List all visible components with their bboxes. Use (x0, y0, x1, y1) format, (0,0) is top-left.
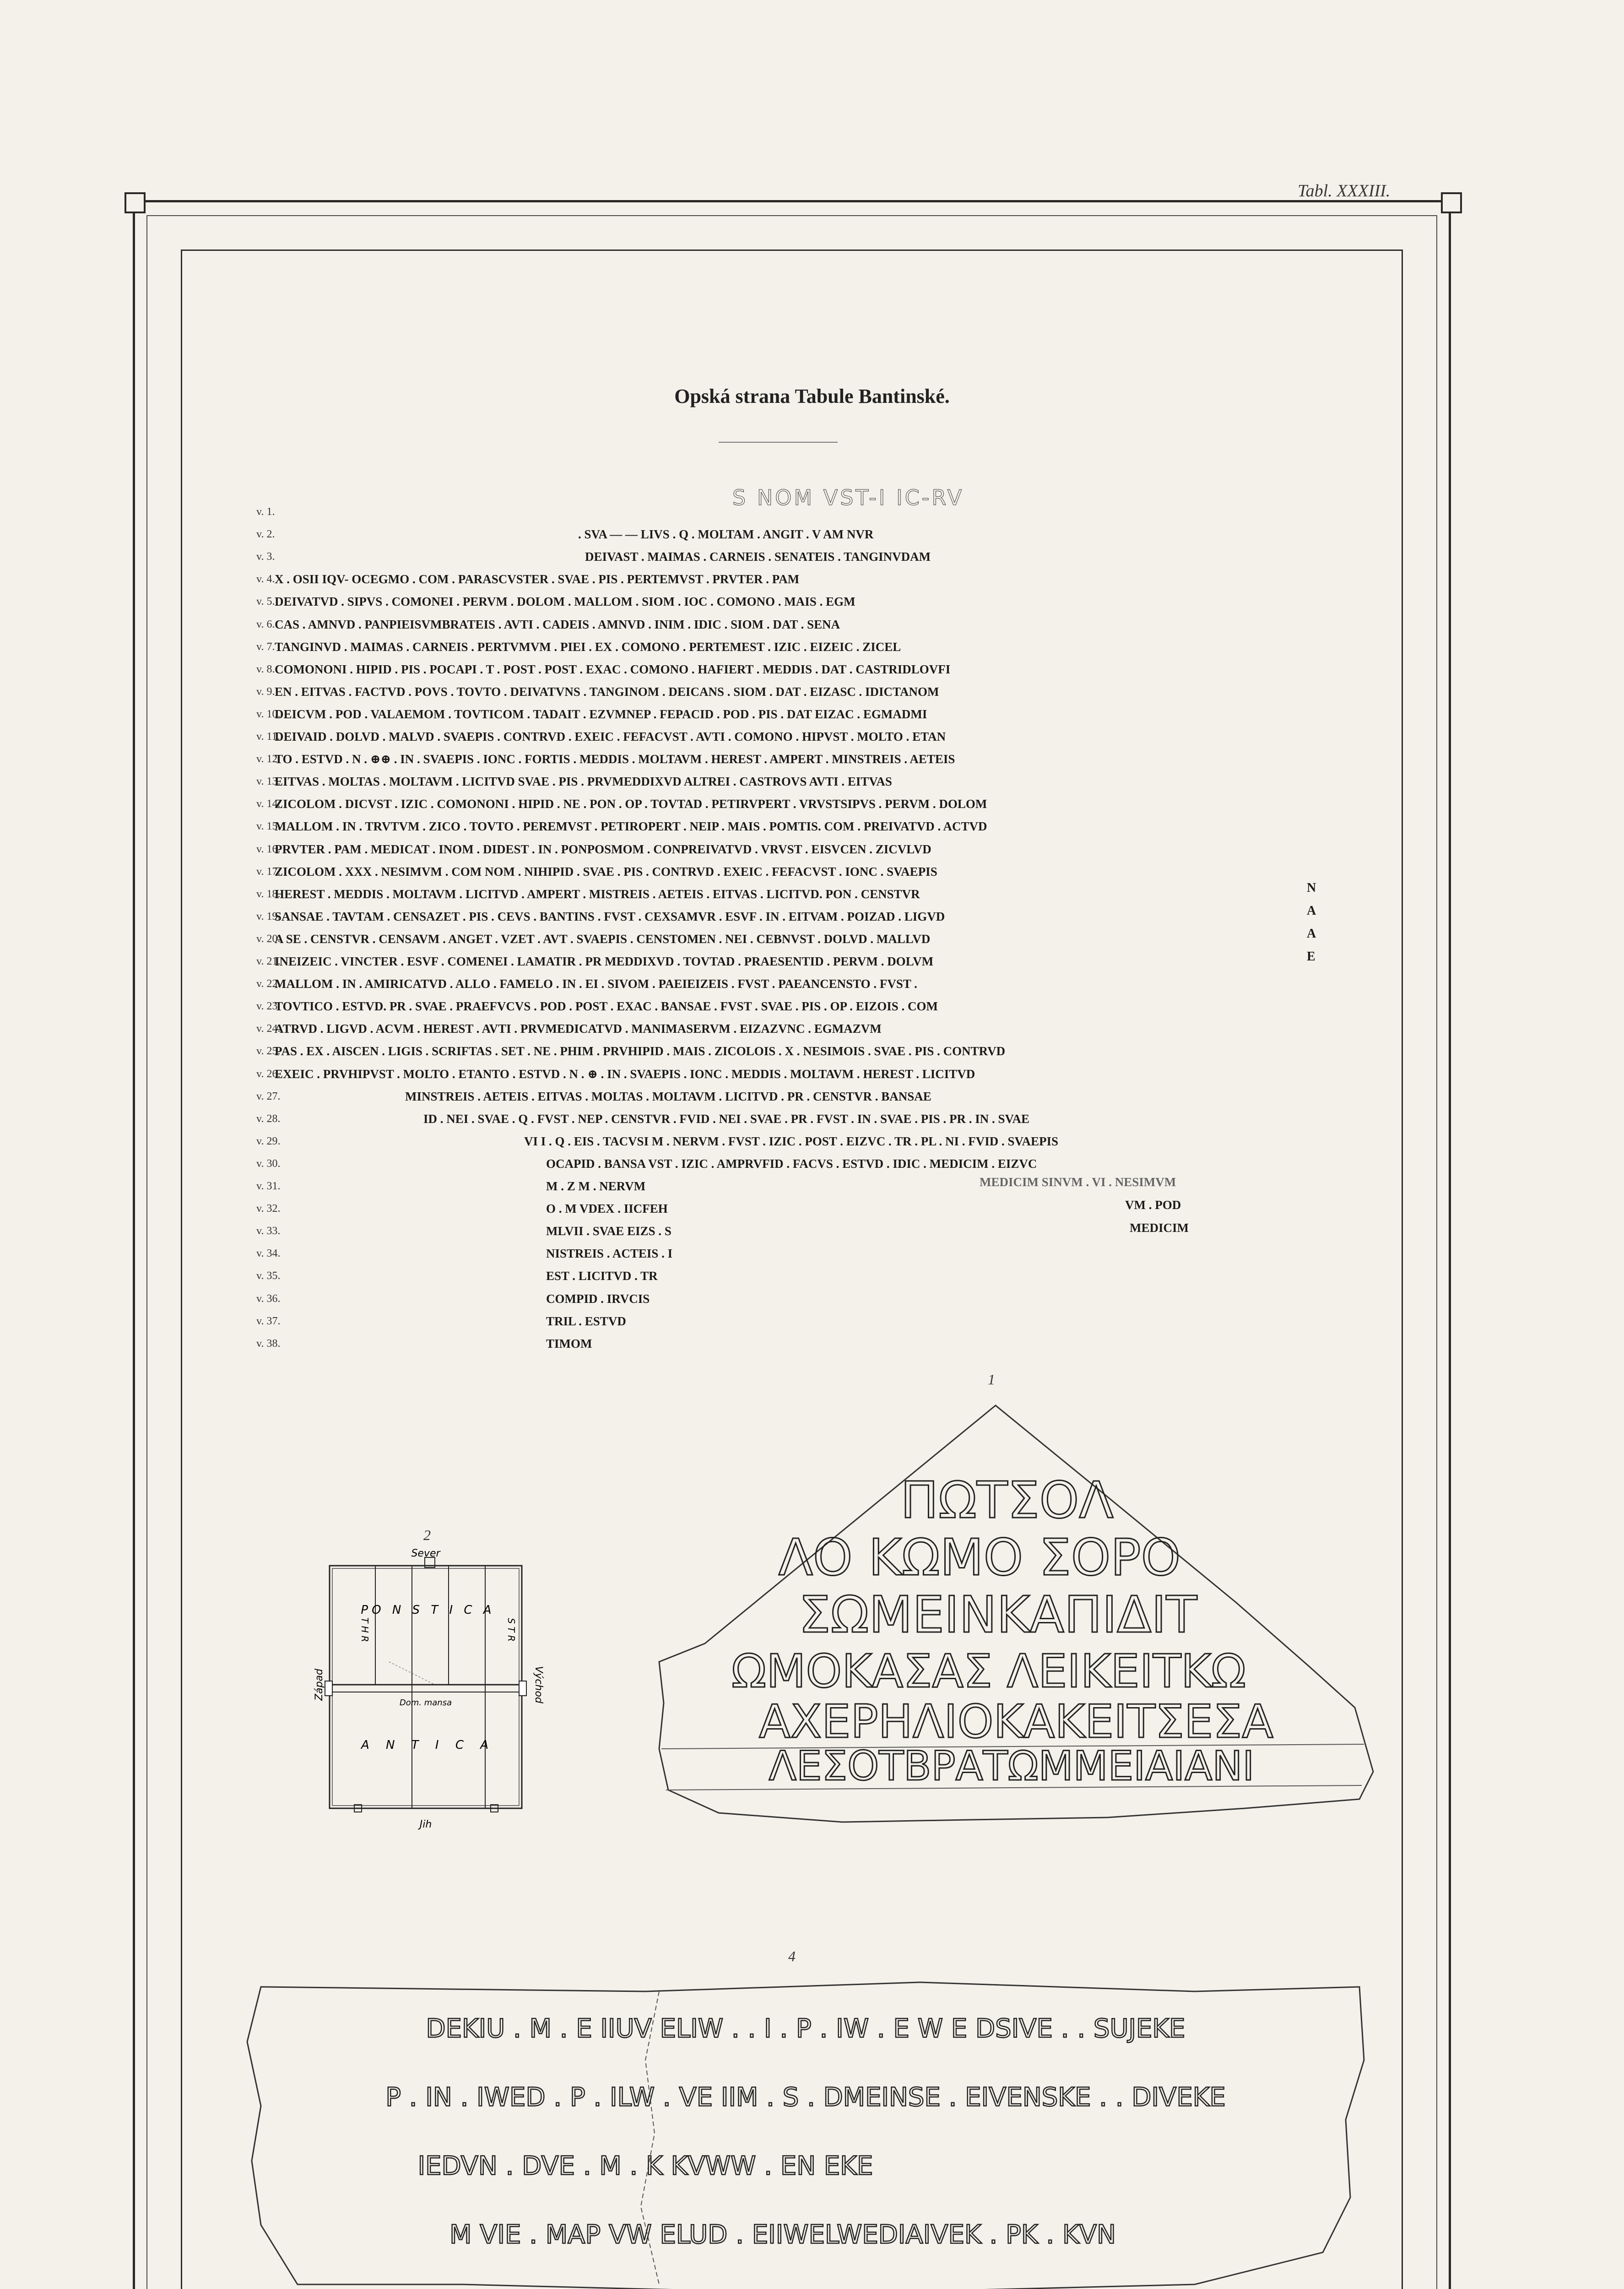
greek-line: ΣΩΜΕΙΝΚΑΠΙΔΙΤ (798, 1585, 1197, 1644)
verse-number: v. 2. (256, 528, 275, 541)
plan-left-letters: T H R (359, 1617, 370, 1642)
inscription-line: SANSAE . TAVTAM . CENSAZET . PIS . CEVS . BANTINS . FVST . CEXSAMVR . ESVF . IN . EITVAM . POIZAD . LIGVD (275, 909, 945, 923)
inscription-line: ATRVD . LIGVD . ACVM . HEREST . AVTI . PRVMEDICATVD . MANIMASERVM . EIZAZVNC . EGMAZVM (275, 1022, 882, 1036)
verse-number: v. 37. (256, 1315, 281, 1327)
verse-number: v. 22. (256, 978, 281, 990)
figure-1-number: 1 (988, 1371, 995, 1388)
inscription-line: CAS . AMNVD . PANPIEISVMBRATEIS . AVTI . CADEIS . AMNVD . INIM . IDIC . SIOM . DAT . SENA (275, 617, 840, 631)
verse-number: v. 18. (256, 888, 281, 900)
verse-number: v. 13. (256, 776, 281, 788)
verse-number: v. 6. (256, 618, 275, 630)
tablet-header: S NOM VST-I IC-RV (732, 485, 964, 510)
verse-number: v. 23. (256, 1000, 281, 1013)
plan-west: Západ (314, 1669, 325, 1701)
inscription-line: PAS . EX . AISCEN . LIGIS . SCRIFTAS . SET . NE . PHIM . PRVHIPID . MAIS . ZICOLOIS . X . NESIMOIS . SVAE . PIS . CONTRVD (275, 1044, 1006, 1058)
verse-number: v. 24. (256, 1023, 281, 1035)
verse-number: v. 9. (256, 685, 275, 698)
oscan-line: M VIE . MAP VW ELUD . EIIWELWEDIAIVEK . PK . KVN (449, 2220, 1116, 2250)
inscription-line: EXEIC . PRVHIPVST . MOLTO . ETANTO . ESTVD . N . ⊕ . IN . SVAEPIS . IONC . MEDDIS . MOLTAVM . HEREST . LICITVD (275, 1067, 975, 1081)
plate-number: Tabl. XXXIII. (1298, 181, 1391, 201)
greek-line: ΛΕΣΟΤΒΡΑΤΩΜΜΕΙΑΙΑΝΙ (769, 1742, 1255, 1790)
inscription-line: ZICOLOM . DICVST . IZIC . COMONONI . HIPID . NE . PON . OP . TOVTAD . PETIRVPERT . VRVSTSIPVS . PERVM . DOLOM (275, 797, 987, 811)
margin-letter: E (1307, 949, 1315, 964)
inscription-line: INEIZEIC . VINCTER . ESVF . COMENEI . LAMATIR . PR MEDDIXVD . TOVTAD . PRAESENTID . PERVM . DOLVM (275, 955, 934, 968)
verse-number: v. 32. (256, 1203, 281, 1215)
verse-number: v. 12. (256, 753, 281, 765)
greek-line: ΠΩΤΣΟΛ (900, 1471, 1114, 1530)
verse-number: v. 38. (256, 1337, 281, 1350)
verse-number: v. 7. (256, 640, 275, 653)
inscription-line: COMPID . IRVCIS (546, 1291, 650, 1306)
inscription-line: EITVAS . MOLTAS . MOLTAVM . LICITVD SVAE . PIS . PRVMEDDIXVD ALTREI . CASTROVS AVTI . EITVAS (275, 775, 892, 789)
verse-number: v. 31. (256, 1180, 281, 1192)
inscription-line: MINSTREIS . AETEIS . EITVAS . MOLTAS . MOLTAVM . LICITVD . PR . CENSTVR . BANSAE (405, 1089, 931, 1103)
inscription-line: DEIVAID . DOLVD . MALVD . SVAEPIS . CONTRVD . EXEIC . FEFACVST . AVTI . COMONO . HIPVST . MOLTO . ETAN (275, 730, 946, 743)
verse-number: v. 25. (256, 1045, 281, 1058)
plan-right-letters: S T R (506, 1618, 517, 1642)
verse-number: v. 11. (256, 731, 280, 743)
inscription-line: TIMOM (546, 1336, 592, 1351)
inscription-line: DEICVM . POD . VALAEMOM . TOVTICOM . TADAIT . EZVMNEP . FEPACID . POD . PIS . DAT EIZAC . EGMADMI (275, 707, 927, 721)
figure-4-number: 4 (788, 1948, 796, 1964)
plan-street: Dom. mansa (399, 1698, 452, 1708)
figure-2-number: 2 (423, 1527, 431, 1543)
verse-number: v. 28. (256, 1112, 281, 1125)
verse-number: v. 33. (256, 1225, 281, 1237)
verse-number: v. 20. (256, 933, 281, 945)
verse-number: v. 19. (256, 910, 281, 922)
verse-number: v. 36. (256, 1292, 281, 1305)
inscription-line: NISTREIS . ACTEIS . I (546, 1247, 673, 1261)
oscan-line: IEDVN . DVE . M . K KVWW . EN EKE (417, 2151, 873, 2181)
verse-number: v. 17. (256, 865, 281, 878)
verse-number: v. 14. (256, 798, 281, 810)
plan-east: Východ (533, 1666, 544, 1703)
verse-number: v. 1. (256, 506, 275, 518)
verse-number: v. 5. (256, 596, 275, 608)
verse-number: v. 29. (256, 1135, 281, 1147)
greek-line: ΩΜΟΚΑΣΑΣ ΛΕΙΚΕΙΤΚΩ (731, 1644, 1246, 1698)
inscription-line: DEIVATVD . SIPVS . COMONEI . PERVM . DOLOM . MALLOM . SIOM . IOC . COMONO . MAIS . EGM (275, 595, 855, 609)
verse-number: v. 26. (256, 1068, 281, 1080)
inscription-line: M . Z M . NERVM (546, 1179, 646, 1193)
margin-letter: A (1307, 904, 1316, 918)
inscription-line: MALLOM . IN . AMIRICATVD . ALLO . FAMELO . IN . EI . SIVOM . PAEIEIZEIS . FVST . PAEANCENSTO . FVST . (275, 977, 917, 991)
right-fragment: VM . POD (1125, 1198, 1181, 1212)
verse-number: v. 34. (256, 1248, 281, 1260)
figure-4-oscan-inscription (233, 1969, 1391, 2289)
inscription-line: O . M VDEX . IICFEH (546, 1202, 668, 1216)
inscription-line: HEREST . MEDDIS . MOLTAVM . LICITVD . AMPERT . MISTREIS . AETEIS . EITVAS . LICITVD. PON . CENSTVR (275, 887, 920, 901)
oscan-line: DEKIU . M . E IIUV ELIW . . I . P . IW . E W E DSIVE . . SUJEKE (426, 2014, 1186, 2044)
plan-lower: A N T I C A (361, 1738, 495, 1752)
verse-number: v. 21. (256, 955, 281, 967)
verse-number: v. 35. (256, 1270, 281, 1282)
inscription-line: MLVII . SVAE EIZS . S (546, 1224, 671, 1238)
verse-number: v. 10. (256, 708, 281, 720)
margin-letter: N (1307, 881, 1316, 895)
inscription-line: A SE . CENSTVR . CENSAVM . ANGET . VZET . AVT . SVAEPIS . CENSTOMEN . NEI . CEBNVST . DOLVD . MALLVD (275, 932, 931, 946)
oscan-line: P . IN . IWED . P . ILW . VE IIM . S . DMEINSE . EIVENSKE . . DIVEKE (385, 2083, 1226, 2112)
inscription-line: DEIVAST . MAIMAS . CARNEIS . SENATEIS . TANGINVDAM (585, 550, 931, 564)
right-fragment: MEDICIM (1130, 1221, 1189, 1235)
inscription-line: ZICOLOM . XXX . NESIMVM . COM NOM . NIHIPID . SVAE . PIS . CONTRVD . EXEIC . FEFACVST . IONC . SVAEPIS (275, 864, 937, 879)
frame-corner-top-left (125, 192, 146, 213)
inscription-line: VI I . Q . EIS . TACVSI M . NERVM . FVST . IZIC . POST . EIZVC . TR . PL . NI . FVID . SVAEPIS (524, 1134, 1059, 1148)
inscription-line: TOVTICO . ESTVD. PR . SVAE . PRAEFVCVS . POD . POST . EXAC . BANSAE . FVST . SVAE . PIS . OP . EIZOIS . COM (275, 999, 938, 1014)
verse-number: v. 8. (256, 663, 275, 675)
inscription-line: PRVTER . PAM . MEDICAT . INOM . DIDEST . IN . PONPOSMOM . CONPREIVATVD . VRVST . EISVCEN . ZICVLVD (275, 842, 931, 856)
plan-upper: PO N S T I C A (361, 1603, 495, 1617)
plan-south: Jih (419, 1819, 432, 1830)
page-title: Opská strana Tabule Bantinské. (674, 385, 950, 407)
verse-number: v. 27. (256, 1090, 281, 1102)
verse-number: v. 16. (256, 843, 281, 855)
greek-line: ΛΟ ΚΩΜΟ ΣΟΡΟ (778, 1528, 1181, 1587)
margin-letter: A (1307, 927, 1316, 941)
inscription-line: MALLOM . IN . TRVTVM . ZICO . TOVTO . PEREMVST . PETIROPERT . NEIP . MAIS . POMTIS. COM . PREIVATVD . ACTVD (275, 819, 987, 834)
inscription-line: TO . ESTVD . N . ⊕⊕ . IN . SVAEPIS . IONC . FORTIS . MEDDIS . MOLTAVM . HEREST . AMPERT . MINSTREIS . AETEIS (275, 752, 955, 766)
inscription-line: . SVA — — LIVS . Q . MOLTAM . ANGIT . V AM NVR (578, 527, 874, 542)
inscription-line: TRIL . ESTVD (546, 1314, 626, 1328)
title-rule (719, 442, 838, 443)
verse-number: v. 3. (256, 551, 275, 563)
inscription-line: EN . EITVAS . FACTVD . POVS . TOVTO . DEIVATVNS . TANGINOM . DEICANS . SIOM . DAT . EIZASC . IDICTANOM (275, 684, 939, 699)
frame-corner-top-right (1441, 192, 1462, 213)
inscription-line: X . OSII IQV- OCEGMO . COM . PARASCVSTER . SVAE . PIS . PERTEMVST . PRVTER . PAM (275, 572, 800, 586)
greek-line: ΑΧΕΡΗΛΙΟΚΑΚΕΙΤΣΕΣΑ (759, 1695, 1273, 1748)
plan-north: Sever (411, 1548, 440, 1559)
inscription-line: EST . LICITVD . TR (546, 1269, 658, 1283)
inscription-line: OCAPID . BANSA VST . IZIC . AMPRVFID . FACVS . ESTVD . IDIC . MEDICIM . EIZVC (546, 1156, 1037, 1171)
verse-number: v. 4. (256, 573, 275, 586)
right-fragment: MEDICIM SINVM . VI . NESIMVM (980, 1175, 1176, 1189)
inscription-line: COMONONI . HIPID . PIS . POCAPI . T . POST . POST . EXAC . COMONO . HAFIERT . MEDDIS . DAT . CASTRIDLOVFI (275, 662, 951, 676)
figure-2-plan (316, 1547, 554, 1840)
inscription-line: ID . NEI . SVAE . Q . FVST . NEP . CENSTVR . FVID . NEI . SVAE . PR . FVST . IN . SVAE . PIS . PR . IN . SVAE (423, 1112, 1030, 1126)
verse-number: v. 15. (256, 820, 281, 833)
figure-1-greek-inscription (650, 1387, 1428, 1868)
inscription-line: TANGINVD . MAIMAS . CARNEIS . PERTVMVM . PIEI . EX . COMONO . PERTEMEST . IZIC . EIZEIC . ZICEL (275, 640, 901, 654)
verse-number: v. 30. (256, 1157, 281, 1170)
